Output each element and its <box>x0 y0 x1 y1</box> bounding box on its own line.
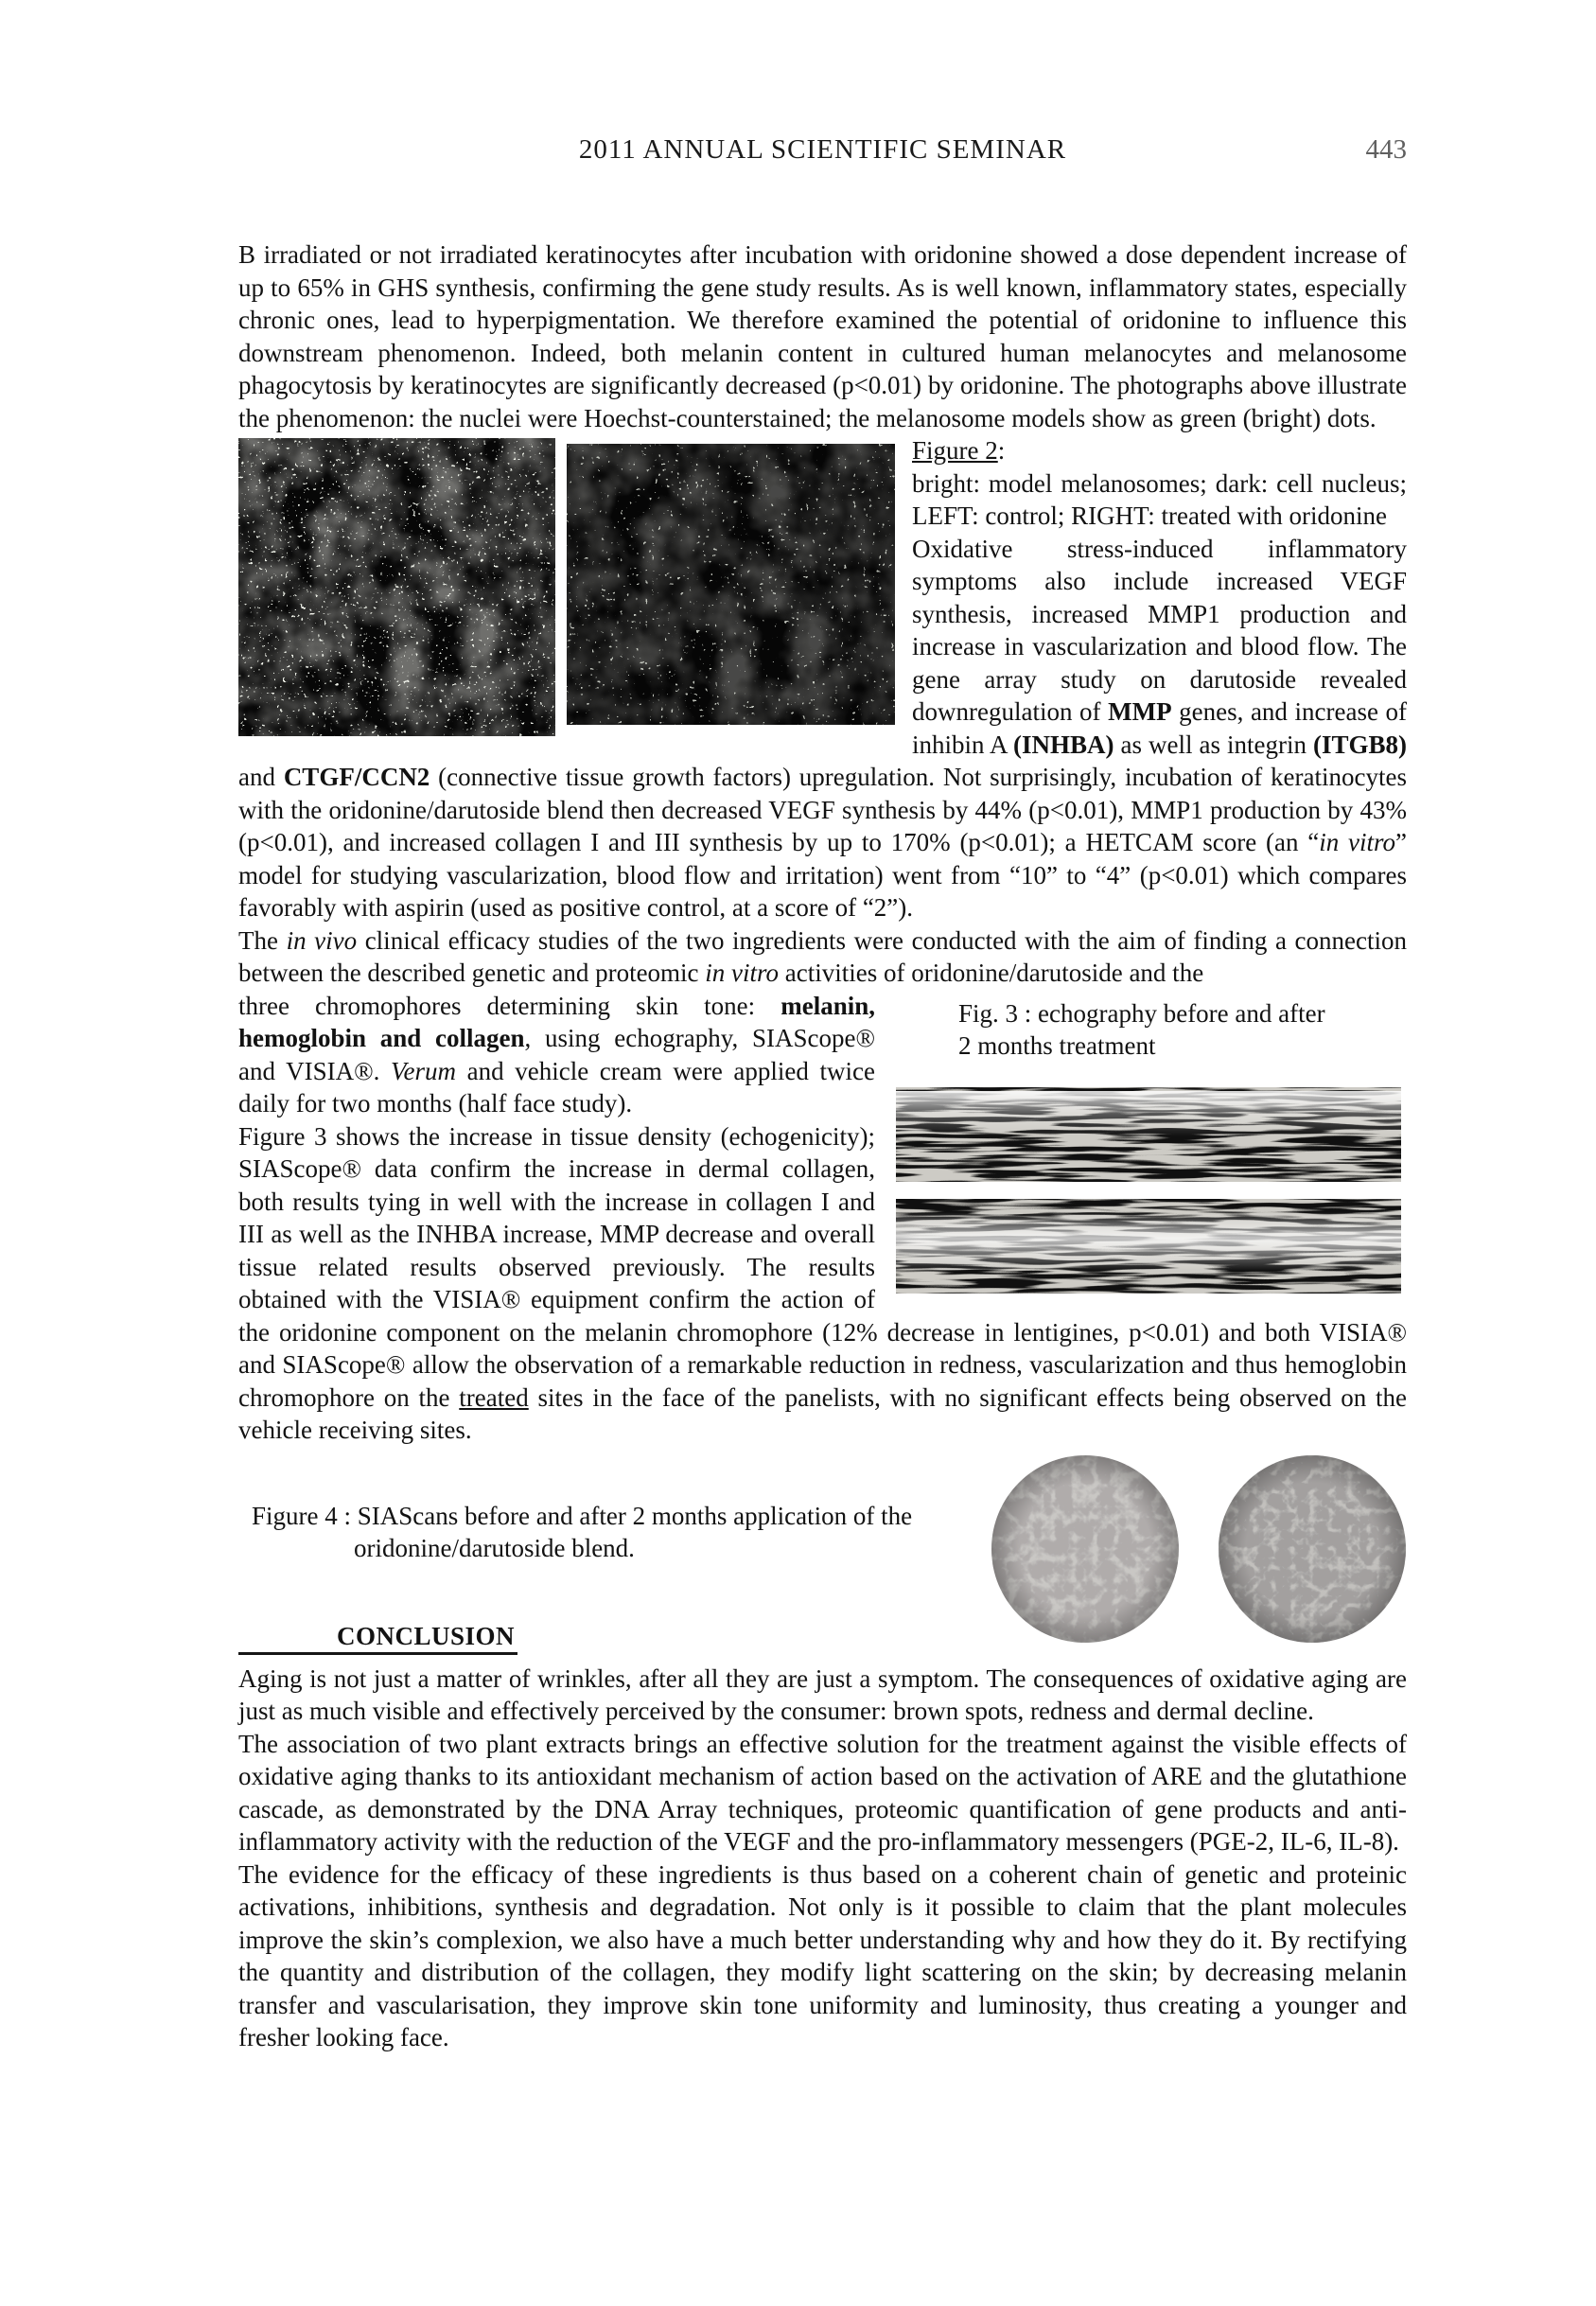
figure4-caption-line2: oridonine/darutoside blend. <box>354 1534 635 1562</box>
figure2-caption-title: Figure 2: <box>912 436 1006 465</box>
paragraph-gene-array: Oxidative stress-induced inflammatory symptoms also include increased VEGF synthesis, increased MMP1 production and increase in vascularization and blood flow. The gene array study on darutoside revealed downregulation of MMP genes, and increase of inhibin A (INHBA) as well as integrin (ITGB8) and CTGF/CCN2 (connective tissue growth factors) upregulation. Not surprisingly, incubation of keratinocytes with the oridonine/darutoside blend then decreased VEGF synthesis by 44% (p<0.01), MMP1 production by 43% (p<0.01), and increased collagen I and III synthesis by up to 170% (p<0.01); a HETCAM score (an “in vitro” model for studying vascularization, blood flow and irritation) went from “10” to “4” (p<0.01) which compares favorably with aspirin (used as positive control, at a score of “2”). <box>238 534 1408 922</box>
page-content <box>238 0 1407 2054</box>
figure4-block <box>991 1454 1407 1649</box>
conclusion-paragraph-2: The association of two plant extracts brings an effective solution for the treatment against the visible effects of oxidative aging thanks to its antioxidant mechanism of action based on the activation of ARE and the glutathione cascade, as demonstrated by the DNA Array techniques, proteomic quantification of gene products and anti-inflammatory activity with the reduction of the VEGF and the pro-inflammatory messengers (PGE-2, IL-6, IL-8). <box>238 1729 1407 1856</box>
figure2-micrograph-control-image <box>238 438 555 736</box>
paragraph-figure3-discussion: Figure 3 shows the increase in tissue density (echogenicity); SIAScope® data confirm the increase in dermal collagen, both results tying in well with the increase in collagen I and III as well as the INHBA increase, MMP decrease and overall tissue related results observed previously. The results obtained with the VISIA® equipment confirm the action of the oridonine component on the melanin chromophore (12% decrease in lentigines, p<0.01) and both VISIA® and SIAScope® allow the observation of a remarkable reduction in redness, vascularization and thus hemoglobin chromophore on the treated sites in the face of the panelists, with no significant effects being observed on the vehicle receiving sites. <box>238 1121 1408 1444</box>
figure3-caption: Fig. 3 : echography before and after 2 months treatment <box>958 998 1325 1060</box>
conclusion-paragraph-3: The evidence for the efficacy of these ingredients is thus based on a coherent chain of genetic and proteinic activations, inhibitions, synthesis and degradation. Not only is it possible to claim that the plant molecules improve the skin’s complexion, we also have a much better understanding why and how they do it. By rectifying the quantity and distribution of the collagen, they modify light scattering on the skin; by decreasing melanin transfer and vascularisation, they improve skin tone uniformity and luminosity, thus creating a younger and fresher looking face. <box>238 1859 1407 2051</box>
page-number: 443 <box>1365 134 1407 165</box>
paragraph-invivo-cont: three chromophores determining skin tone: melanin, hemoglobin and collagen, using echography, SIAScope® and VISIA®. Verum and vehicle cream were applied twice daily for two months (half face study). <box>238 991 875 1118</box>
figure2-caption-body: bright: model melanosomes; dark: cell nucleus; LEFT: control; RIGHT: treated with oridonine <box>912 468 1407 530</box>
paragraph-intro: B irradiated or not irradiated keratinocytes after incubation with oridonine showed a dose dependent increase of up to 65% in GHS synthesis, confirming the gene study results. As is well known, inflammatory states, especially chronic ones, lead to hyperpigmentation. We therefore examined the potential of oridonine to influence this downstream phenomenon. Indeed, both melanin content in cultured human melanocytes and melanosome phagocytosis by keratinocytes are significantly decreased (p<0.01) by oridonine. The photographs above illustrate the phenomenon: the nuclei were Hoechst-counterstained; the melanosome models show as green (bright) dots. <box>238 240 1407 432</box>
page-header <box>238 134 1407 174</box>
figure2-micrograph-treated-image <box>567 444 895 725</box>
figure3-echography-before-image <box>896 1087 1401 1182</box>
figure4-caption-line1: Figure 4 : SIAScans before and after 2 months application of the <box>252 1501 913 1530</box>
figure2-images <box>238 438 895 736</box>
figure4-siascan-after-image <box>1218 1454 1407 1644</box>
running-head-title: 2011 ANNUAL SCIENTIFIC SEMINAR <box>578 134 1067 165</box>
conclusion-heading: CONCLUSION <box>238 1622 517 1655</box>
figure4-siascan-before-image <box>991 1454 1180 1644</box>
conclusion-paragraph-1: Aging is not just a matter of wrinkles, after all they are just a symptom. The consequences of oxidative aging are just as much visible and effectively perceived by the consumer: brown spots, redness and dermal decline. <box>238 1663 1407 1725</box>
figure3-block <box>896 990 1407 1294</box>
figure3-echography-after-image <box>896 1199 1401 1294</box>
paragraph-invivo-lead: The in vivo clinical efficacy studies of the two ingredients were conducted with the aim of finding a connection between the described genetic and proteomic in vitro activities of oridonine/darutoside and the <box>238 925 1407 987</box>
